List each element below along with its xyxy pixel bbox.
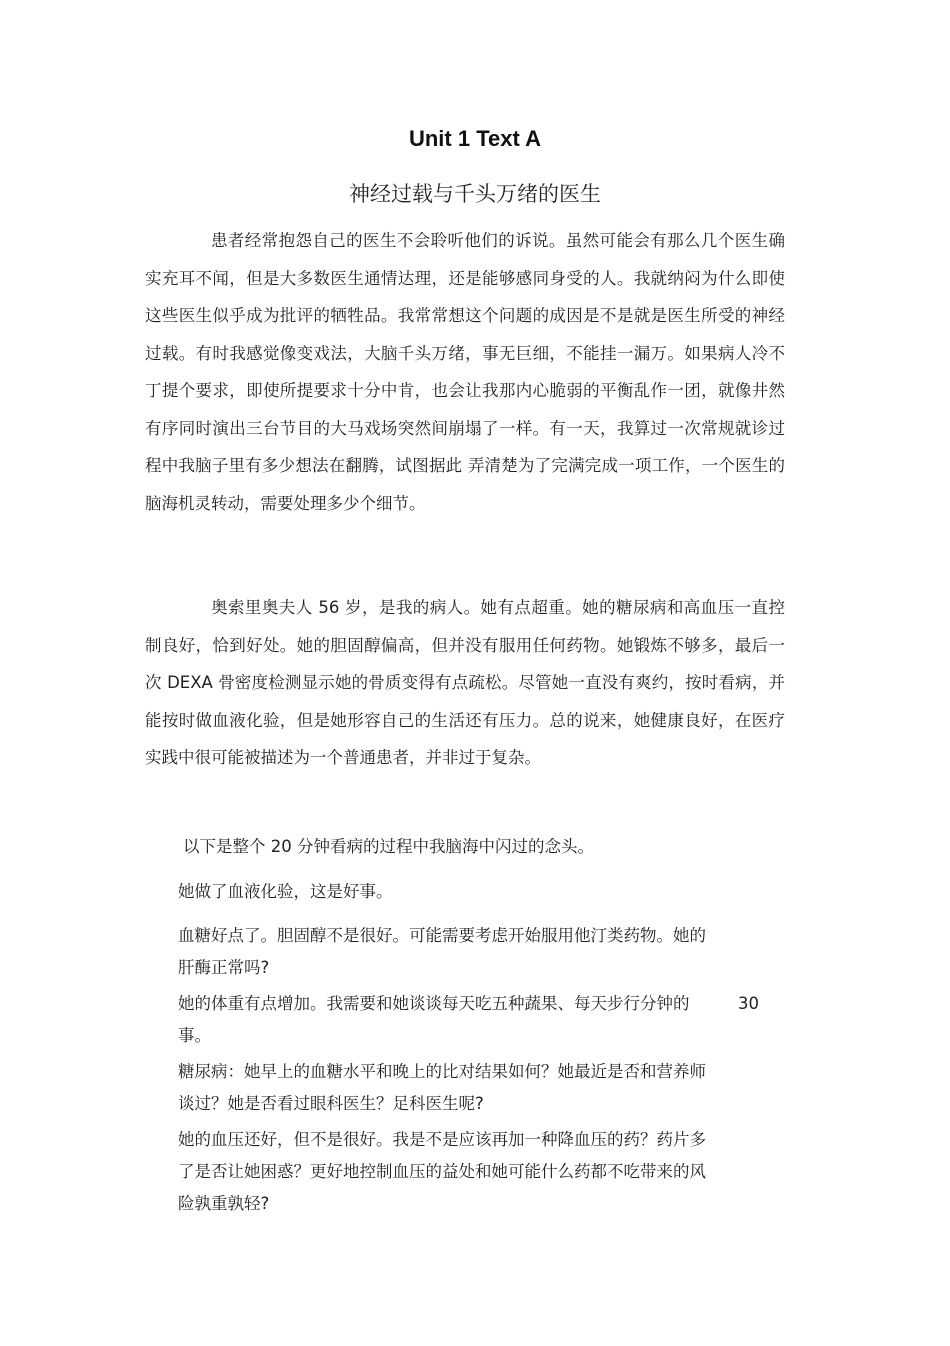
document-subtitle: 神经过载与千头万绪的医生	[349, 182, 601, 206]
paragraph-intro: 患者经常抱怨自己的医生不会聆听他们的诉说。虽然可能会有那么几个医生确实充耳不闻，但是大多数医生通情达理，还是能够感同身受的人。我就纳闷为什么即使这些医生似乎成为批评的牺牲品。我常常想这个问题的成因是不是就是医生所受的神经过载。有时我感觉像变戏法，大脑千头万绪，事无巨细，不能挂一漏万。如果病人冷不丁提个要求，即使所提要求十分中肯，也会让我那内心脆弱的平衡乱作一团，就像井然有序同时演出三台节目的大马戏场突然间崩塌了一样。有一天，我算过一次常规就诊过程中我脑子里有多少想法在翻腾，试图据此 弄清楚为了完满完成一项工作，一个医生的脑海机灵转动，需要处理多少个细节。	[145, 231, 785, 513]
document-title: Unit 1 Text A	[408, 126, 541, 151]
thought-item: 她做了血液化验，这是好事。	[178, 882, 393, 901]
thoughts-intro: 以下是整个 20 分钟看病的过程中我脑海中闪过的念头。	[183, 837, 594, 856]
thought-item: 她的体重有点增加。我需要和她谈谈每天吃五种蔬果、每天步行分钟的事。	[178, 994, 690, 1045]
thought-item: 她的血压还好，但不是很好。我是不是应该再加一种降血压的药？药片多了是否让她困惑？更好地控制血压的益处和她可能什么药都不吃带来的风险孰重孰轻?	[178, 1130, 706, 1213]
thought-number: 30	[738, 994, 759, 1013]
thought-item: 糖尿病：她早上的血糖水平和晚上的比对结果如何？她最近是否和营养师谈过？她是否看过眼科医生？足科医生呢?	[178, 1062, 706, 1113]
thought-item: 血糖好点了。胆固醇不是很好。可能需要考虑开始服用他汀类药物。她的肝酶正常吗?	[178, 926, 706, 977]
paragraph-patient: 奥索里奥夫人 56 岁，是我的病人。她有点超重。她的糖尿病和高血压一直控制良好，恰到好处。她的胆固醇偏高，但并没有服用任何药物。她锻炼不够多，最后一次 DEXA 骨密度检测显示她的骨质变得有点疏松。尽管她一直没有爽约，按时看病，并能按时做血液化验，但是她形容自己的生活还有压力。总的说来，她健康良好，在医疗实践中很可能被描述为一个普通患者，并非过于复杂。	[145, 598, 785, 767]
